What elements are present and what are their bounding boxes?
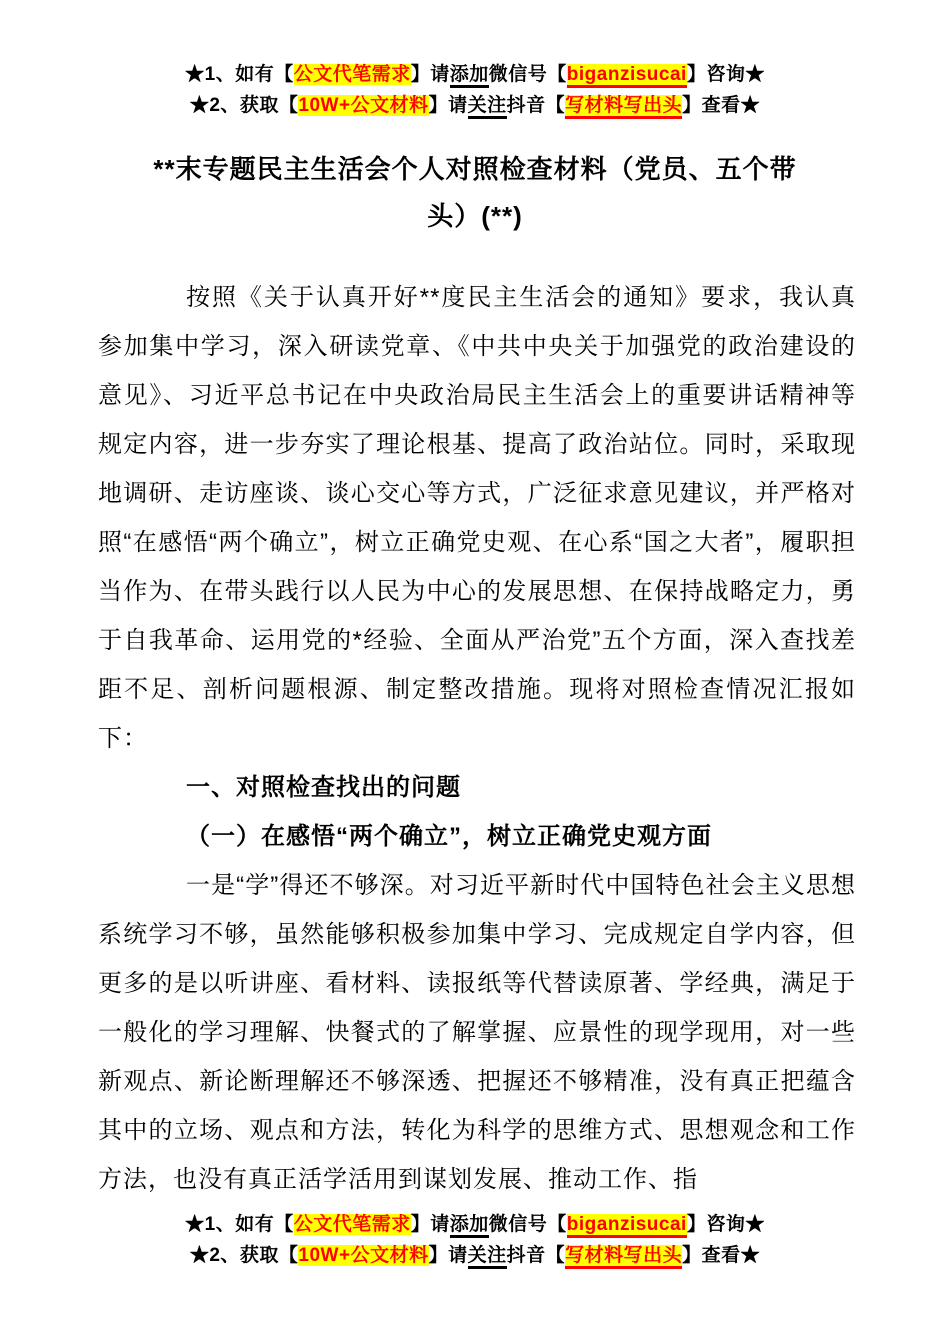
- promo-text-run: 10W+公文材料: [298, 95, 429, 116]
- promo-text-run: ★1、如有【: [185, 64, 294, 85]
- promo-text-run: 写材料写出头: [565, 1245, 682, 1269]
- promo-text-run: 】咨询★: [686, 64, 765, 85]
- promo-line: [0, 1240, 950, 1271]
- document-title: **末专题民主生活会个人对照检查材料（党员、五个带头）(**): [153, 154, 797, 231]
- promo-text-run: 】请: [410, 64, 450, 85]
- promo-text-run: 抖音【: [506, 1245, 566, 1266]
- body-paragraph: 按照《关于认真开好**度民主生活会的通知》要求，我认真参加集中学习，深入研读党章、《中共中央关于加强党的政治建设的意见》、习近平总书记在中央政治局民主生活会上的重要讲话精神等规定内容，进一步夯实了理论根基、提高了政治站位。同时，采取现地调研、走访座谈、谈心交心等方式，广泛征求意见建议，并严格对照“在感悟“两个确立”，树立正确党史观、在心系“国之大者”，履职担当作为、在带头践行以人民为中心的发展思想、在保持战略定力，勇于自我革命、运用党的*经验、全面从严治党”五个方面，深入查找差距不足、剖析问题根源、制定整改措施。现将对照检查情况汇报如下：: [98, 284, 856, 752]
- promo-text-run: 公文代笔需求: [293, 1214, 411, 1235]
- promo-text-run: 】请: [428, 95, 468, 116]
- promo-text-run: 】查看★: [682, 1245, 761, 1266]
- promo-text-run: 】请: [428, 1245, 468, 1266]
- promo-text-run: 10W+公文材料: [298, 1245, 429, 1266]
- promo-text-run: biganzisucai: [567, 1214, 687, 1238]
- promo-text-run: ★2、获取【: [189, 95, 299, 116]
- promo-text-run: 写材料写出头: [565, 95, 682, 119]
- section-heading: 一、对照检查找出的问题: [186, 774, 461, 801]
- promo-text-run: ★2、获取【: [189, 1245, 299, 1266]
- promo-footer: [0, 1209, 950, 1271]
- promo-text-run: 关注: [468, 1245, 507, 1269]
- promo-text-run: 】咨询★: [686, 1214, 765, 1235]
- promo-text-run: 抖音【: [506, 95, 566, 116]
- body-paragraph: 一是“学”得还不够深。对习近平新时代中国特色社会主义思想系统学习不够，虽然能够积极参加集中学习、完成规定自学内容，但更多的是以听讲座、看材料、读报纸等代替读原著、学经典，满足于一般化的学习理解、快餐式的了解掌握、应景性的现学现用，对一些新观点、新论断理解还不够深透、把握还不够精准，没有真正把蕴含其中的立场、观点和方法，转化为科学的思维方式、思想观念和工作方法，也没有真正活学活用到谋划发展、推动工作、指: [98, 872, 856, 1193]
- promo-text-run: 微信号【: [488, 1214, 567, 1235]
- promo-text-run: ★1、如有【: [185, 1214, 294, 1235]
- promo-text-run: 】查看★: [682, 95, 761, 116]
- promo-text-run: 公文代笔需求: [293, 64, 411, 85]
- promo-text-run: 】请: [410, 1214, 450, 1235]
- promo-header: [0, 59, 950, 121]
- promo-text-run: 添加: [450, 1214, 489, 1238]
- document-body: [98, 273, 856, 1207]
- promo-line: [0, 59, 950, 90]
- promo-text-run: 添加: [450, 64, 489, 88]
- promo-text-run: 关注: [468, 95, 507, 119]
- section-heading: （一）在感悟“两个确立”，树立正确党史观方面: [186, 823, 712, 850]
- promo-text-run: biganzisucai: [567, 64, 687, 88]
- promo-line: [0, 1209, 950, 1240]
- promo-text-run: 微信号【: [488, 64, 567, 85]
- promo-line: [0, 90, 950, 121]
